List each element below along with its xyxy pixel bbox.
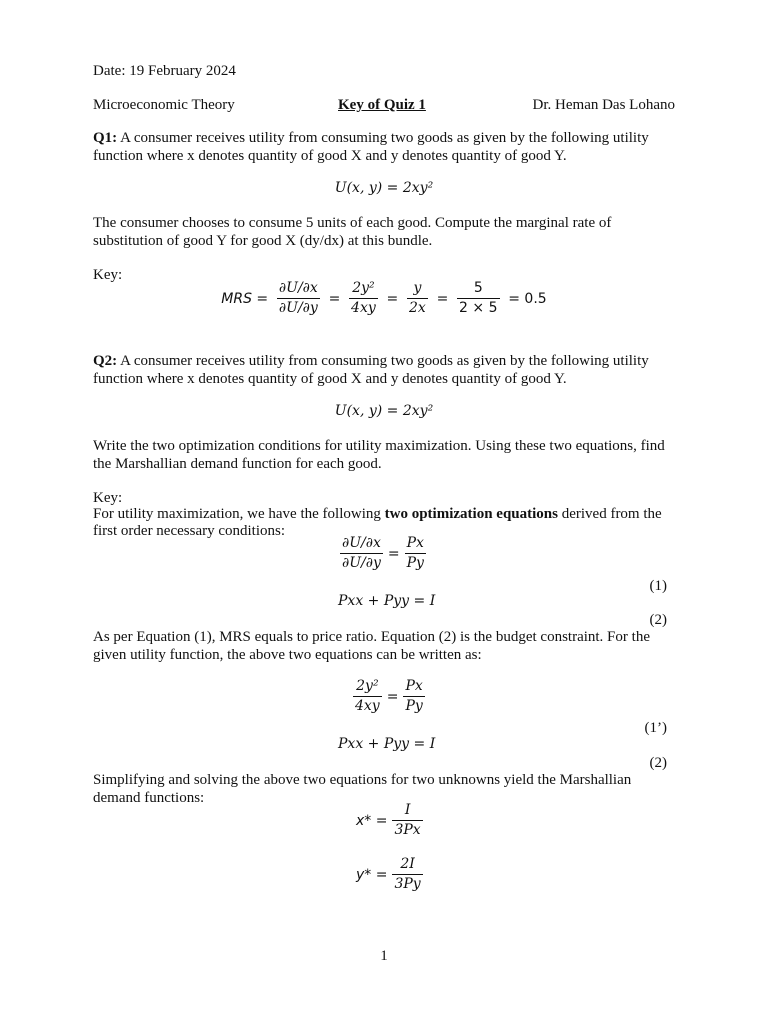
q2-explain-line1: As per Equation (1), MRS equals to price ratio. Equation (2) is the budget constraint. For the (93, 629, 650, 645)
q1-key-label: Key: (93, 267, 123, 283)
equation-2: Pxx + Pyy = I (338, 593, 436, 609)
y-star-equation: y* = $\frac{2I}{3Py}$ (356, 856, 421, 892)
mrs-frac-derivatives: $\frac{\text{2y²}}{4xy}$ (351, 280, 376, 316)
q1-intro-line1: Q1: A consumer receives utility from consuming two goods as given by the following utility (93, 130, 649, 146)
q2-key-line1: For utility maximization, we have the following two optimization equations derived from the (93, 506, 662, 522)
q2-key-label: Key: (93, 490, 123, 506)
mrs-frac-partials: $\frac{\partial U/\partial x}{\partial U/\partial y}$ (278, 280, 318, 316)
q1-label: Q1: (93, 130, 118, 146)
q2-intro-line1: Q2: A consumer receives utility from consuming two goods as given by the following utility (93, 353, 649, 369)
equation-1-prime-tag: (1’) (644, 720, 667, 736)
q2-label: Q2: (93, 353, 118, 369)
mrs-frac-simplified: $\frac{y}{2x}$ (409, 280, 426, 316)
author-name: Dr. Heman Das Lohano (532, 97, 675, 113)
q1-utility-equation: U(x, y) = 2xy² (334, 180, 434, 196)
q2-task-line1: Write the two optimization conditions for utility maximization. Using these two equations, find (93, 438, 665, 454)
mrs-result: = 0.5 (508, 290, 547, 307)
equation-2-repeat-tag: (2) (649, 755, 667, 771)
equation-2-tag: (2) (649, 612, 667, 628)
equation-1-tag: (1) (649, 578, 667, 594)
course-name: Microeconomic Theory (93, 97, 235, 113)
q1-mrs-equation: MRS = $\frac{\partial U/\partial x}{\partial U/\partial y}$ = $\frac{\text{2y²}}{4xy}$ = $\frac{y}{2x}$ = $\frac{5}{2 \times 5}$ = 0.5 (221, 280, 547, 316)
q1-task-line1: The consumer chooses to consume 5 units of each good. Compute the marginal rate of (93, 215, 612, 231)
equation-1-prime: $\frac{\text{2y²}}{4xy}$ = $\frac{Px}{Py}$ (355, 678, 423, 714)
date-line: Date: 19 February 2024 (93, 63, 236, 79)
q2-key-line2: first order necessary conditions: (93, 523, 286, 539)
q2-task-line2: the Marshallian demand function for each good. (93, 456, 382, 472)
q2-solve-line1: Simplifying and solving the above two equations for two unknowns yield the Marshallian (93, 772, 632, 788)
q2-solve-line2: demand functions: (93, 790, 205, 806)
equation-2-repeat: Pxx + Pyy = I (338, 736, 436, 752)
q1-intro-line2: function where x denotes quantity of good X and y denotes quantity of good Y. (93, 148, 567, 164)
q1-task-line2: substitution of good Y for good X (dy/dx) at this bundle. (93, 233, 433, 249)
q2-utility-equation: U(x, y) = 2xy² (334, 403, 434, 419)
x-star-equation: x* = $\frac{I}{3Px}$ (356, 802, 421, 838)
two-optimization-equations-emphasis: two optimization equations (384, 506, 558, 522)
equation-1: $\frac{\partial U/\partial x}{\partial U/\partial y}$ = $\frac{Px}{Py}$ (342, 535, 424, 571)
q2-explain-line2: given utility function, the above two equations can be written as: (93, 647, 482, 663)
mrs-frac-numeric: $\frac{5}{2 \times 5}$ (459, 280, 498, 316)
document-title: Key of Quiz 1 (338, 97, 426, 113)
q2-intro-line2: function where x denotes quantity of good X and y denotes quantity of good Y. (93, 371, 567, 387)
mrs-lhs: MRS = (221, 290, 269, 307)
document-page (93, 0, 675, 1024)
page-number: 1 (380, 948, 388, 964)
